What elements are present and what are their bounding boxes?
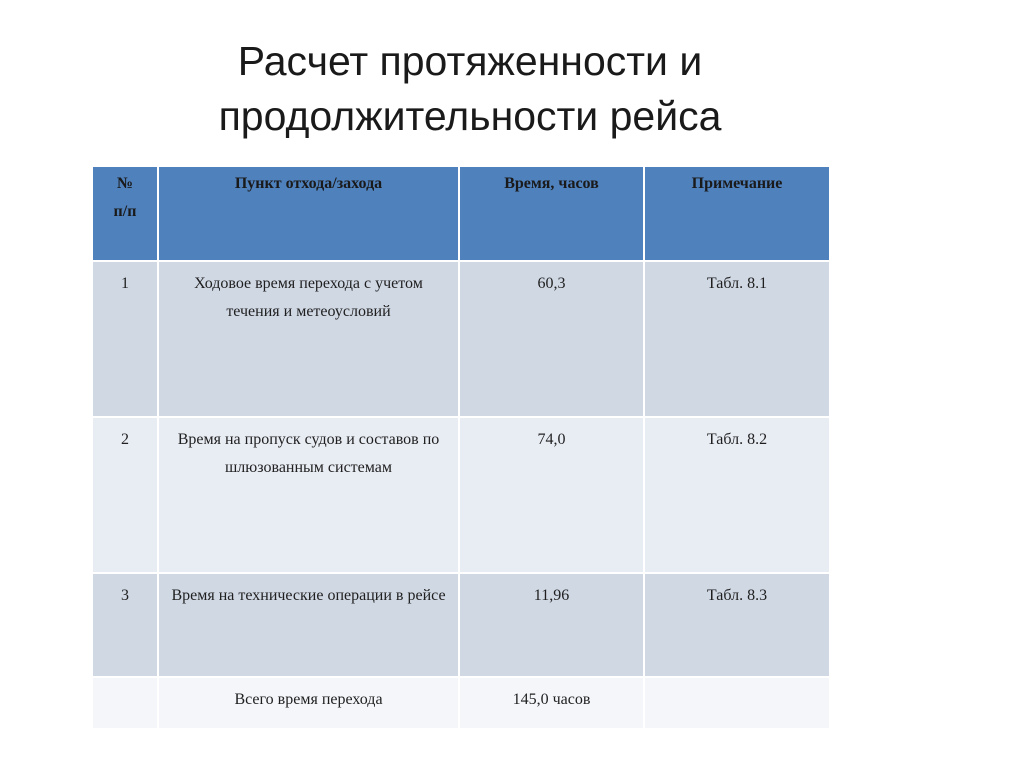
title-line-1: Расчет протяженности и bbox=[237, 38, 703, 84]
row-note: Табл. 8.1 bbox=[644, 261, 830, 417]
header-number-line1: № bbox=[116, 175, 134, 192]
row-point: Ходовое время перехода с учетом течения и метеоусловий bbox=[158, 261, 459, 417]
total-number bbox=[92, 677, 158, 729]
total-time: 145,0 часов bbox=[459, 677, 644, 729]
row-note: Табл. 8.2 bbox=[644, 417, 830, 573]
row-time: 74,0 bbox=[459, 417, 644, 573]
total-note bbox=[644, 677, 830, 729]
header-time: Время, часов bbox=[459, 166, 644, 261]
row-number: 1 bbox=[92, 261, 158, 417]
header-note: Примечание bbox=[644, 166, 830, 261]
row-number: 2 bbox=[92, 417, 158, 573]
table-total-row bbox=[92, 677, 830, 729]
route-duration-table bbox=[91, 165, 831, 730]
row-time: 60,3 bbox=[459, 261, 644, 417]
row-note: Табл. 8.3 bbox=[644, 573, 830, 677]
row-point: Время на пропуск судов и составов по шлюзованным системам bbox=[158, 417, 459, 573]
row-time: 11,96 bbox=[459, 573, 644, 677]
total-label: Всего время перехода bbox=[158, 677, 459, 729]
row-number: 3 bbox=[92, 573, 158, 677]
table-header-row bbox=[92, 166, 830, 261]
header-number-line2: п/п bbox=[113, 203, 137, 220]
header-number bbox=[92, 166, 158, 261]
header-point: Пункт отхода/захода bbox=[158, 166, 459, 261]
table-row bbox=[92, 573, 830, 677]
table-row bbox=[92, 417, 830, 573]
table-row bbox=[92, 261, 830, 417]
title-line-2: продолжительности рейса bbox=[218, 93, 722, 139]
row-point: Время на технические операции в рейсе bbox=[158, 573, 459, 677]
page-title bbox=[150, 34, 790, 144]
